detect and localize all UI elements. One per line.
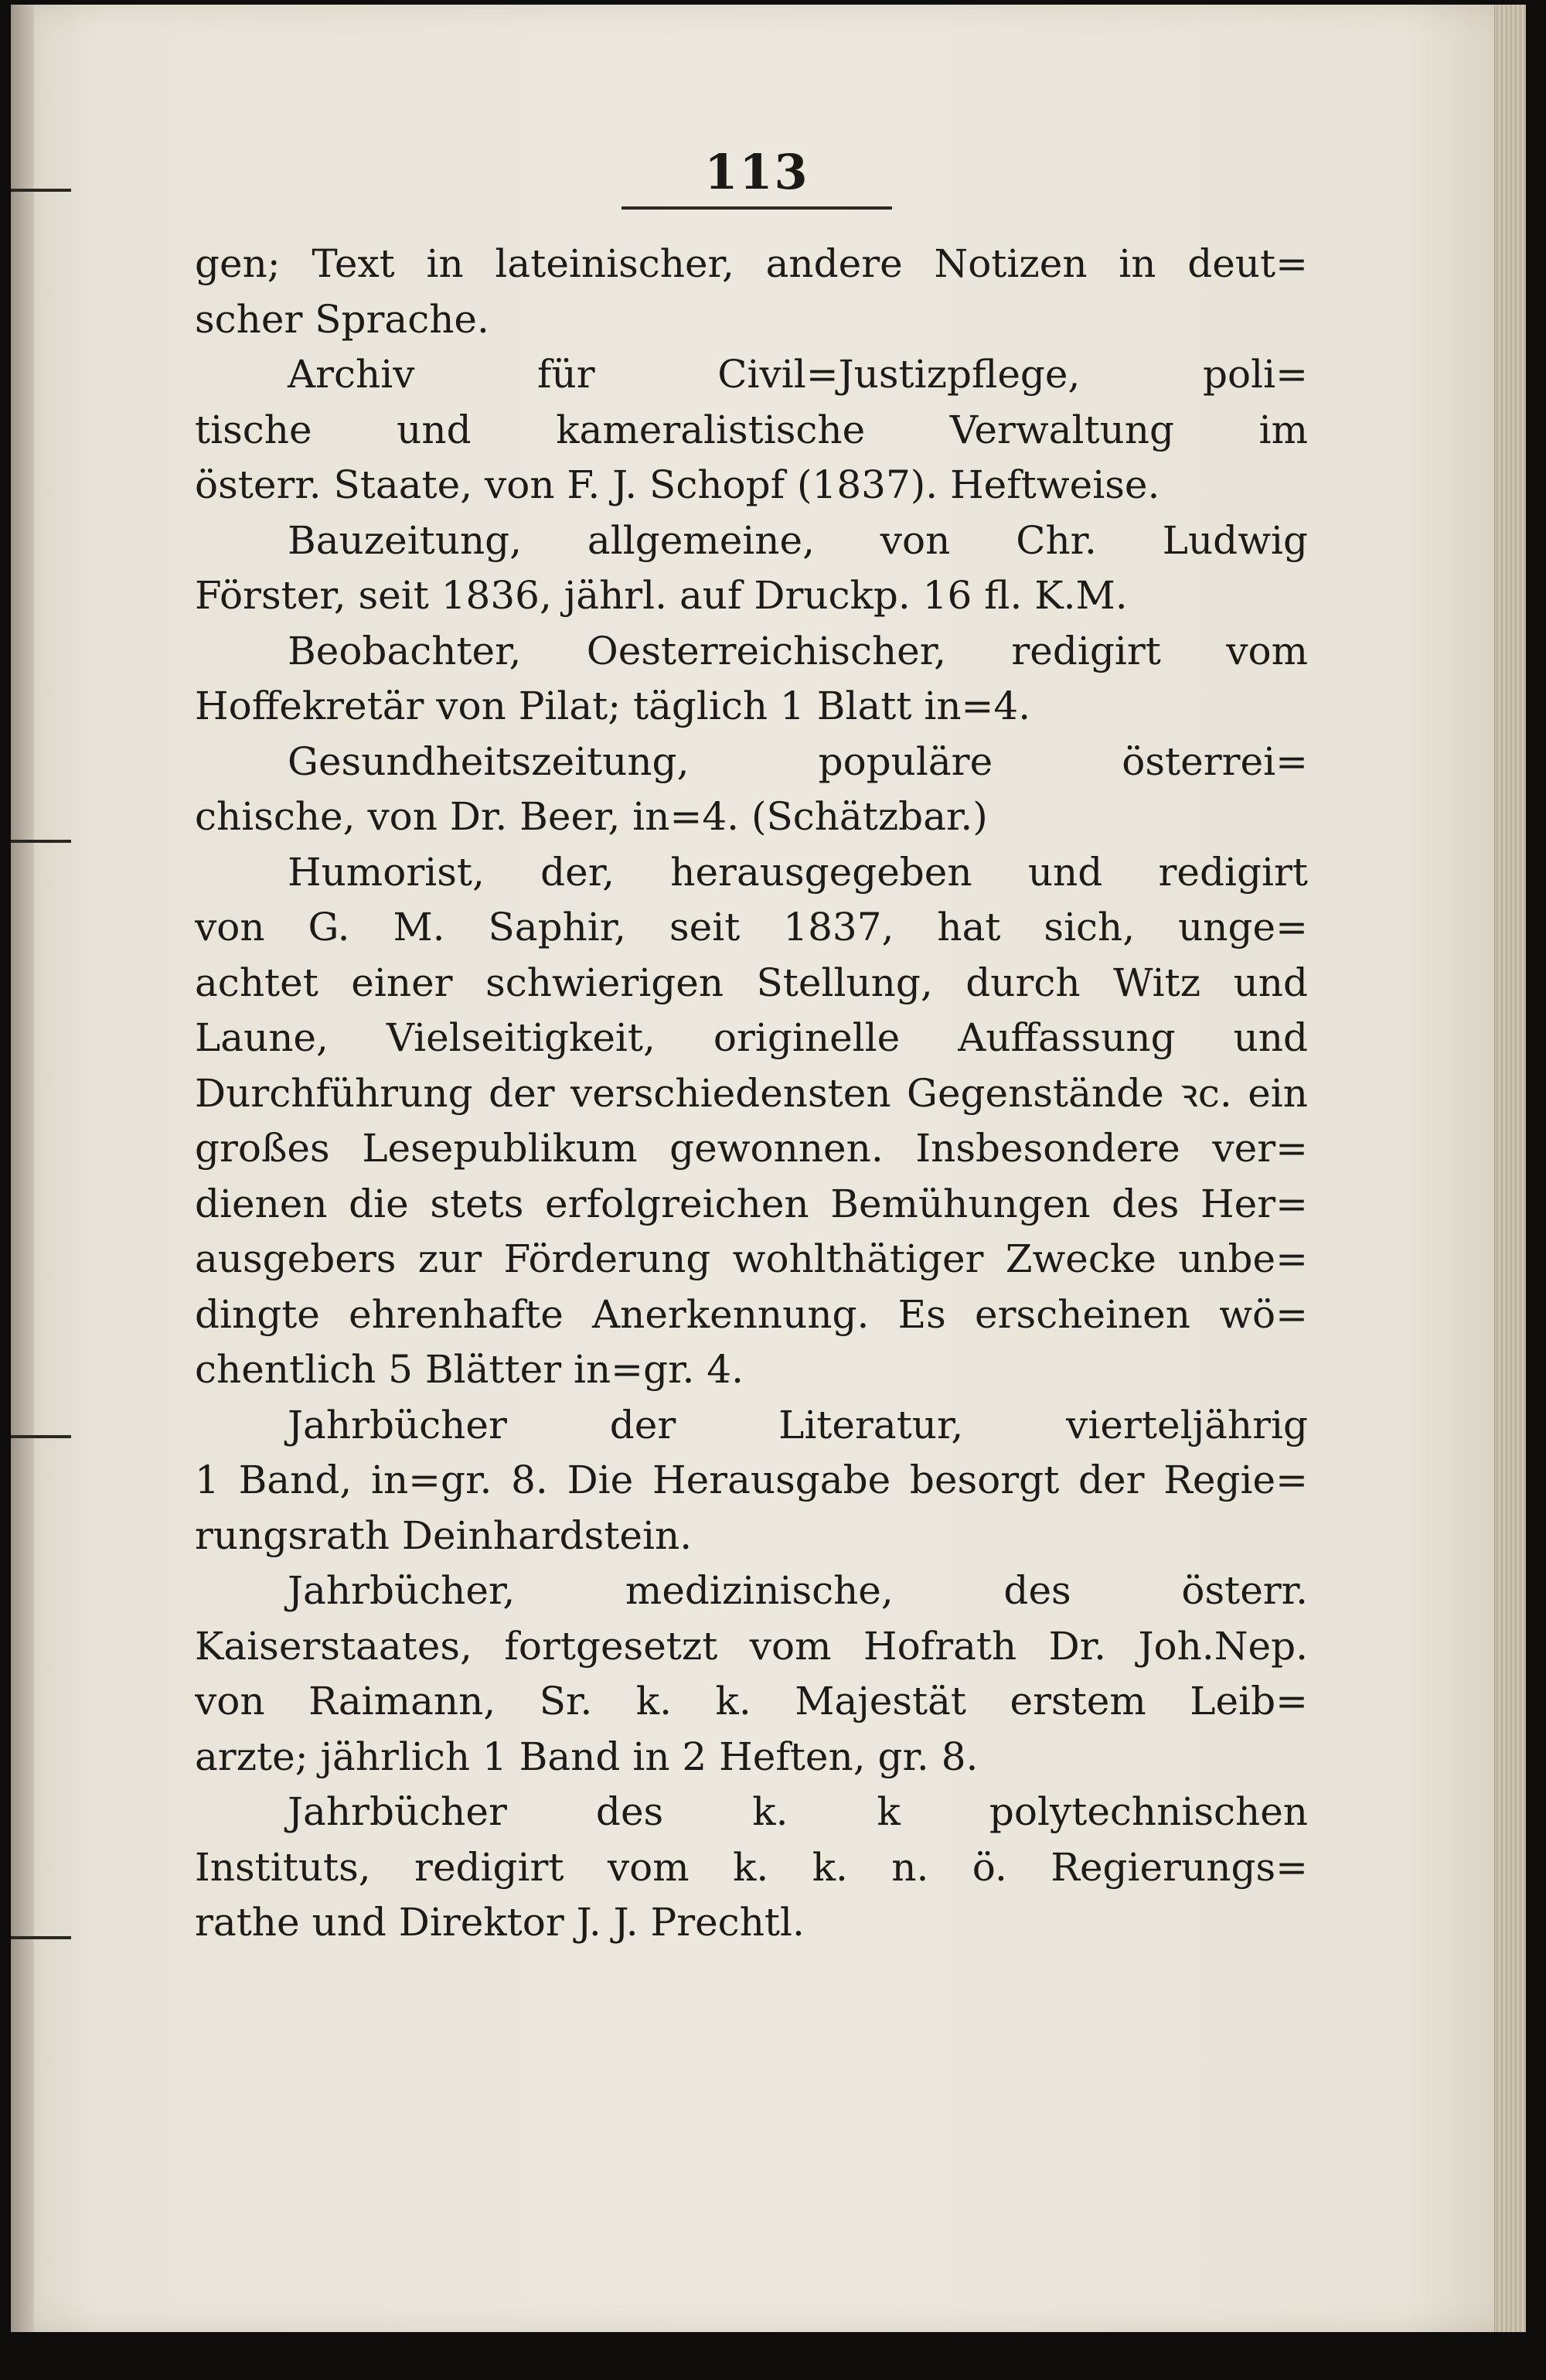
- page-header: [621, 144, 892, 210]
- text-line: von G. M. Saphir, seit 1837, hat sich, unge=: [195, 905, 1308, 950]
- text-line: von Raimann, Sr. k. k. Majestät erstem Leib=: [195, 1679, 1308, 1724]
- text-line: rathe und Direktor J. J. Prechtl.: [195, 1900, 805, 1945]
- text-line: Hoffekretär von Pilat; täglich 1 Blatt in=4.: [195, 684, 1031, 728]
- text-line: Archiv für Civil=Justizpflege, poli=: [288, 352, 1308, 397]
- binding-stitch: [11, 189, 71, 192]
- book-page: [11, 5, 1526, 2332]
- text-line: tische und kameralistische Verwaltung im: [195, 407, 1308, 452]
- text-line: rungsrath Deinhardstein.: [195, 1512, 693, 1558]
- text-line: chentlich 5 Blätter in=gr. 4.: [195, 1347, 744, 1392]
- binding-stitch: [11, 1435, 71, 1438]
- page-number: 113: [704, 144, 809, 200]
- text-line: Beobachter, Oesterreichischer, redigirt vom: [288, 628, 1308, 673]
- text-line: Bauzeitung, allgemeine, von Chr. Ludwig: [288, 517, 1308, 563]
- text-line: Jahrbücher, medizinische, des österr.: [288, 1568, 1308, 1613]
- text-line: dingte ehrenhafte Anerkennung. Es erscheinen wö=: [195, 1291, 1308, 1337]
- text-line: Humorist, der, herausgegeben und redigirt: [288, 849, 1308, 895]
- text-line: scher Sprache.: [195, 296, 489, 342]
- binding-stitch: [11, 1936, 71, 1939]
- header-rule: [621, 206, 892, 210]
- text-line: 1 Band, in=gr. 8. Die Herausgabe besorgt der Regie=: [195, 1458, 1308, 1502]
- text-line: Laune, Vielseitigkeit, originelle Auffassung und: [195, 1015, 1308, 1060]
- text-line: gen; Text in lateinischer, andere Notizen in deut=: [195, 241, 1308, 286]
- text-line: Jahrbücher der Literatur, vierteljährig: [288, 1402, 1308, 1447]
- text-line: dienen die stets erfolgreichen Bemühungen des Her=: [195, 1181, 1308, 1226]
- text-line: Kaiserstaates, fortgesetzt vom Hofrath Dr. Joh.Nep.: [195, 1623, 1308, 1669]
- text-line: ausgebers zur Förderung wohlthätiger Zwecke unbe=: [195, 1236, 1308, 1281]
- text-line: Instituts, redigirt vom k. k. n. ö. Regierungs=: [195, 1844, 1308, 1890]
- text-line: Förster, seit 1836, jährl. auf Druckp. 16 fl. K.M.: [195, 573, 1128, 618]
- text-line: Jahrbücher des k. k polytechnischen: [288, 1789, 1308, 1834]
- text-line: österr. Staate, von F. J. Schopf (1837). Heftweise.: [195, 462, 1160, 507]
- text-line: arzte; jährlich 1 Band in 2 Heften, gr. 8.: [195, 1734, 979, 1779]
- page-binding: [11, 5, 34, 2332]
- text-line: Gesundheitszeitung, populäre österrei=: [288, 738, 1308, 784]
- text-line: achtet einer schwierigen Stellung, durch Witz und: [195, 960, 1308, 1005]
- text-line: großes Lesepublikum gewonnen. Insbesondere ver=: [195, 1126, 1308, 1171]
- binding-stitch: [11, 840, 71, 843]
- text-line: chische, von Dr. Beer, in=4. (Schätzbar.): [195, 794, 988, 839]
- page-edge: [1494, 5, 1526, 2332]
- text-line: Durchführung der verschiedensten Gegenstände ꝛc. ein: [195, 1070, 1308, 1116]
- body-text: [195, 237, 1308, 1951]
